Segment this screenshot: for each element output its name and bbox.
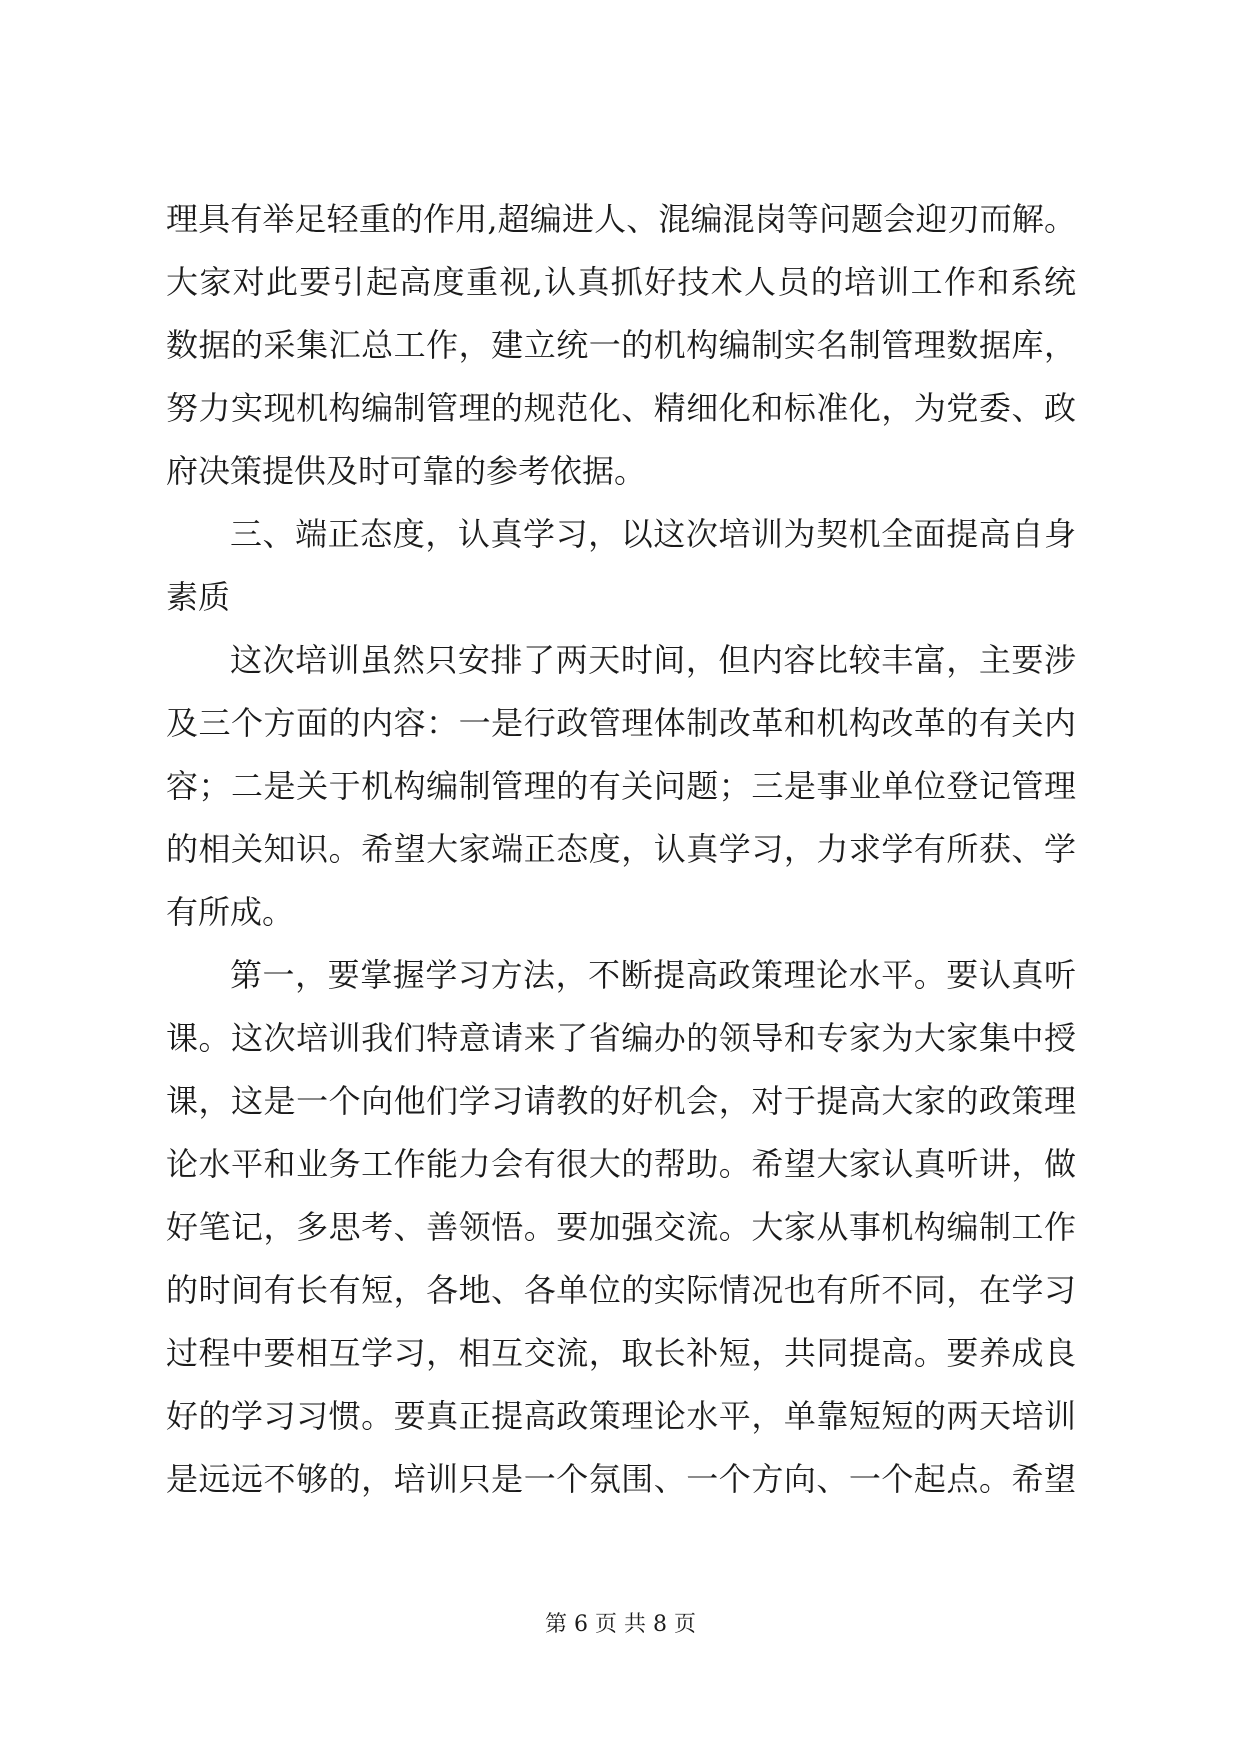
text-line: 素质 <box>166 578 231 616</box>
text-line: 的相关知识。希望大家端正态度，认真学习，力求学有所获、学 <box>166 830 1076 868</box>
text-line: 数据的采集汇总工作，建立统一的机构编制实名制管理数据库， <box>166 326 1076 364</box>
document-body <box>166 188 1076 1511</box>
text-line: 第一，要掌握学习方法，不断提高政策理论水平。要认真听 <box>230 956 1076 994</box>
text-line: 理具有举足轻重的作用,超编进人、混编混岗等问题会迎刃而解。 <box>166 200 1076 238</box>
text-line: 过程中要相互学习，相互交流，取长补短，共同提高。要养成良 <box>166 1334 1076 1372</box>
text-line: 这次培训虽然只安排了两天时间，但内容比较丰富，主要涉 <box>230 641 1076 679</box>
text-line: 课，这是一个向他们学习请教的好机会，对于提高大家的政策理 <box>166 1082 1076 1120</box>
text-line: 的时间有长有短，各地、各单位的实际情况也有所不同，在学习 <box>166 1271 1076 1309</box>
text-line: 努力实现机构编制管理的规范化、精细化和标准化，为党委、政 <box>166 389 1076 427</box>
text-line: 好笔记，多思考、善领悟。要加强交流。大家从事机构编制工作 <box>166 1208 1076 1246</box>
text-line: 好的学习习惯。要真正提高政策理论水平，单靠短短的两天培训 <box>166 1397 1076 1435</box>
text-line: 论水平和业务工作能力会有很大的帮助。希望大家认真听讲，做 <box>166 1145 1076 1183</box>
text-line: 课。这次培训我们特意请来了省编办的领导和专家为大家集中授 <box>166 1019 1076 1057</box>
text-line: 府决策提供及时可靠的参考依据。 <box>166 452 647 490</box>
page-footer: 第 6 页 共 8 页 <box>545 1612 696 1637</box>
text-line: 及三个方面的内容：一是行政管理体制改革和机构改革的有关内 <box>166 704 1076 742</box>
text-line: 容；二是关于机构编制管理的有关问题；三是事业单位登记管理 <box>166 767 1076 805</box>
text-line: 大家对此要引起高度重视,认真抓好技术人员的培训工作和系统 <box>166 263 1076 301</box>
text-line: 有所成。 <box>166 893 295 931</box>
text-line: 是远远不够的，培训只是一个氛围、一个方向、一个起点。希望 <box>166 1460 1076 1498</box>
text-line: 三、端正态度，认真学习，以这次培训为契机全面提高自身 <box>230 515 1076 553</box>
